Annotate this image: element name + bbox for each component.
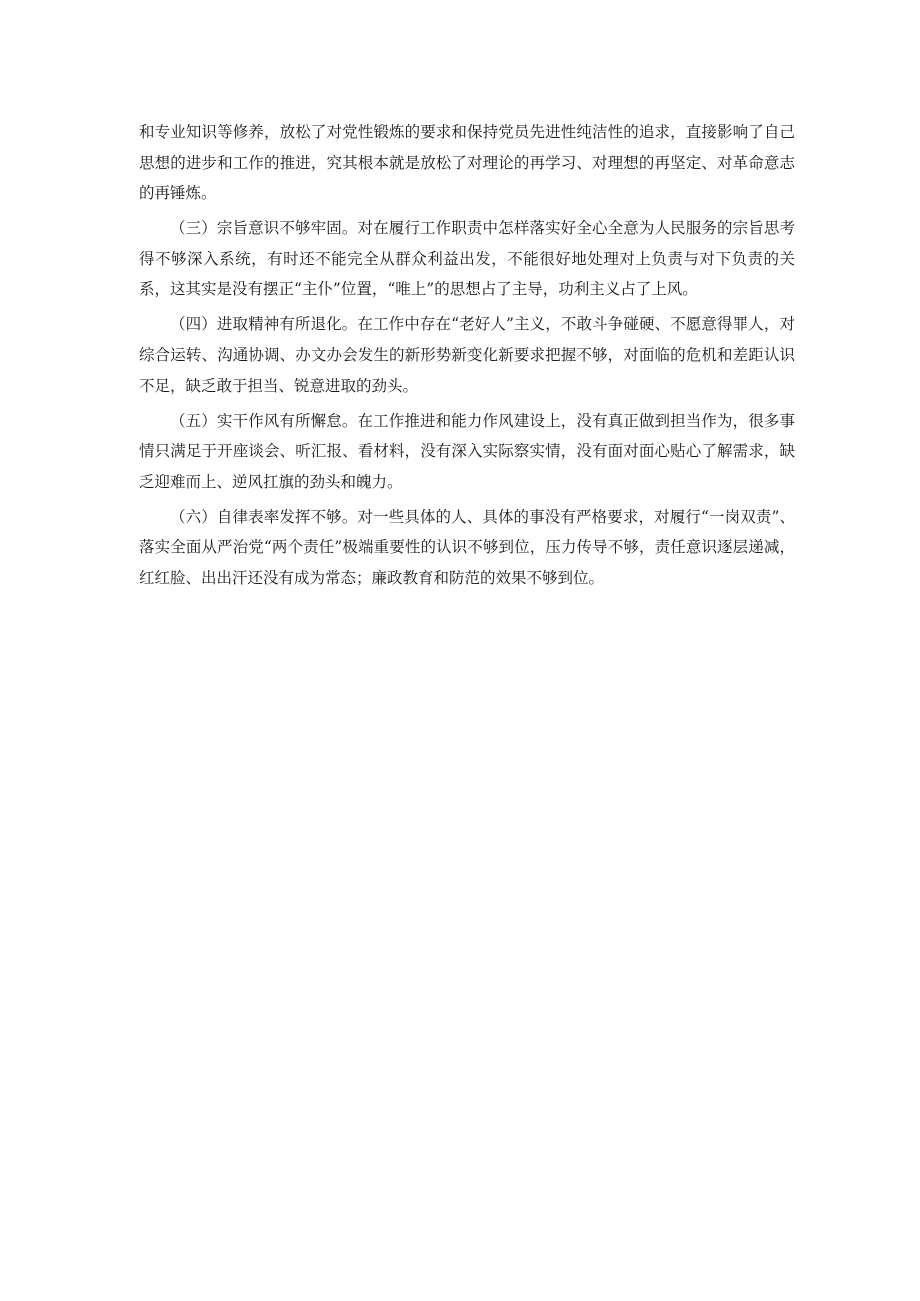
paragraph-self-discipline: （六）自律表率发挥不够。对一些具体的人、具体的事没有严格要求，对履行“一岗双责”、落实全面从严治党“两个责任”极端重要性的认识不够到位，压力传导不够，责任意识逐层递减，红红脸、出出汗还没有成为常态；廉政教育和防范的效果不够到位。 <box>139 507 795 587</box>
paragraph-work-style: （五）实干作风有所懈怠。在工作推进和能力作风建设上，没有真正做到担当作为，很多事情只满足于开座谈会、听汇报、看材料，没有深入实际察实情，没有面对面心贴心了解需求，缺乏迎难而上、逆风扛旗的劲头和魄力。 <box>139 411 795 491</box>
paragraph-purpose-awareness: （三）宗旨意识不够牢固。对在履行工作职责中怎样落实好全心全意为人民服务的宗旨思考得不够深入系统，有时还不能完全从群众利益出发，不能很好地处理对上负责与对下负责的关系，这其实是没有摆正“主仆”位置，“唯上”的思想占了主导，功利主义占了上风。 <box>139 219 795 299</box>
paragraph-continuation: 和专业知识等修养，放松了对党性锻炼的要求和保持党员先进性纯洁性的追求，直接影响了自己思想的进步和工作的推进，究其根本就是放松了对理论的再学习、对理想的再坚定、对革命意志的再锤炼。 <box>139 123 795 203</box>
paragraph-enterprising-spirit: （四）进取精神有所退化。在工作中存在“老好人”主义，不敢斗争碰硬、不愿意得罪人，对综合运转、沟通协调、办文办会发生的新形势新变化新要求把握不够，对面临的危机和差距认识不足，缺乏敢于担当、锐意进取的劲头。 <box>139 315 795 395</box>
document-body <box>139 117 795 598</box>
